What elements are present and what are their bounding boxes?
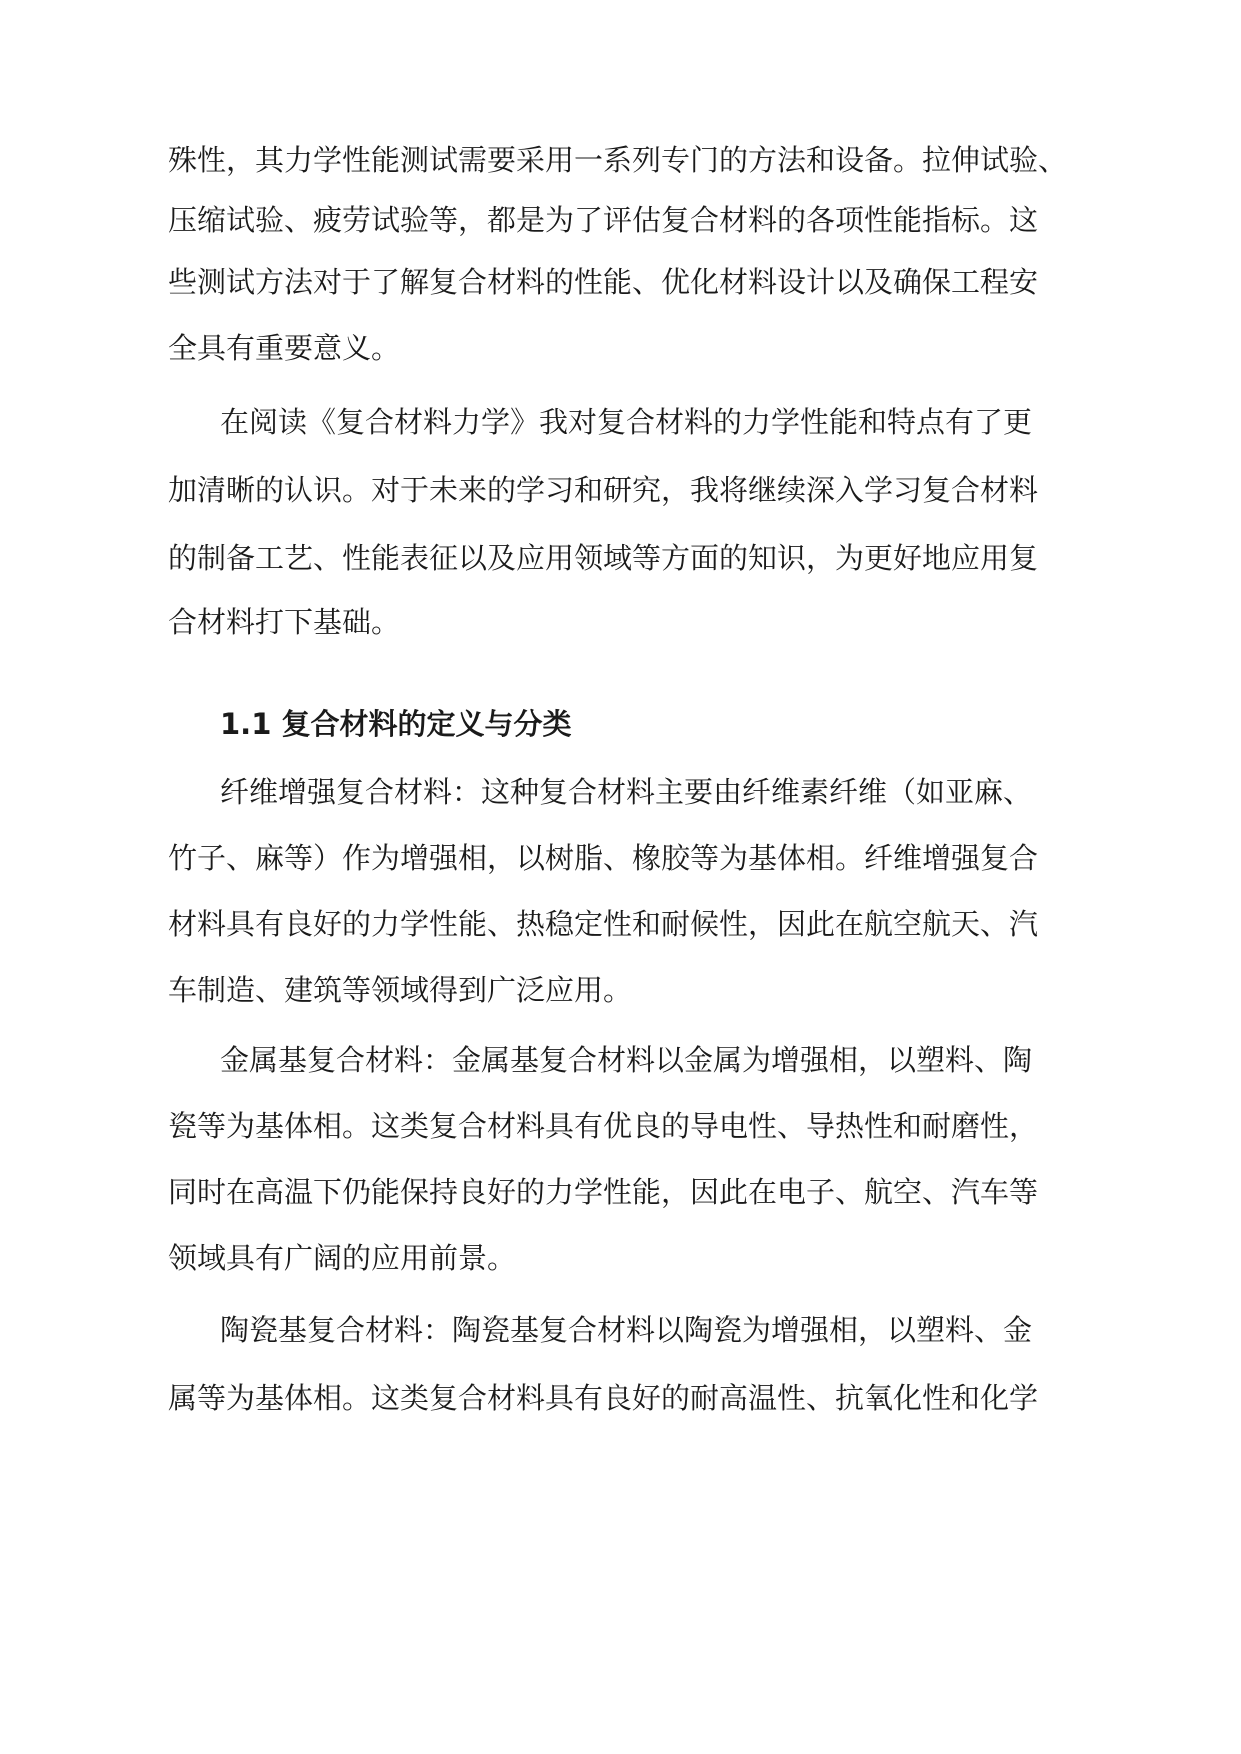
paragraph-line: 压缩试验、疲劳试验等，都是为了评估复合材料的各项性能指标。这 xyxy=(168,203,1039,237)
paragraph-line: 全具有重要意义。 xyxy=(168,331,401,365)
paragraph-line: 纤维增强复合材料：这种复合材料主要由纤维素纤维（如亚麻、 xyxy=(220,775,1033,809)
paragraph-line: 材料具有良好的力学性能、热稳定性和耐候性，因此在航空航天、汽 xyxy=(168,907,1039,941)
paragraph-line: 合材料打下基础。 xyxy=(168,605,401,639)
paragraph-line: 的制备工艺、性能表征以及应用领域等方面的知识，为更好地应用复 xyxy=(168,541,1039,575)
paragraph-line: 些测试方法对于了解复合材料的性能、优化材料设计以及确保工程安 xyxy=(168,265,1039,299)
paragraph-line: 陶瓷基复合材料：陶瓷基复合材料以陶瓷为增强相，以塑料、金 xyxy=(220,1313,1033,1347)
paragraph-line: 殊性，其力学性能测试需要采用一系列专门的方法和设备。拉伸试验、 xyxy=(168,143,1068,177)
paragraph-line: 加清晰的认识。对于未来的学习和研究，我将继续深入学习复合材料 xyxy=(168,473,1039,507)
paragraph-line: 领域具有广阔的应用前景。 xyxy=(168,1241,517,1275)
paragraph-line: 同时在高温下仍能保持良好的力学性能，因此在电子、航空、汽车等 xyxy=(168,1175,1039,1209)
paragraph-line: 属等为基体相。这类复合材料具有良好的耐高温性、抗氧化性和化学 xyxy=(168,1381,1039,1415)
section-heading: 1.1 复合材料的定义与分类 xyxy=(220,707,572,741)
paragraph-line: 金属基复合材料：金属基复合材料以金属为增强相，以塑料、陶 xyxy=(220,1043,1033,1077)
paragraph-line: 竹子、麻等）作为增强相，以树脂、橡胶等为基体相。纤维增强复合 xyxy=(168,841,1039,875)
paragraph-line: 瓷等为基体相。这类复合材料具有优良的导电性、导热性和耐磨性， xyxy=(168,1109,1039,1143)
paragraph-line: 在阅读《复合材料力学》我对复合材料的力学性能和特点有了更 xyxy=(220,405,1033,439)
paragraph-line: 车制造、建筑等领域得到广泛应用。 xyxy=(168,973,633,1007)
